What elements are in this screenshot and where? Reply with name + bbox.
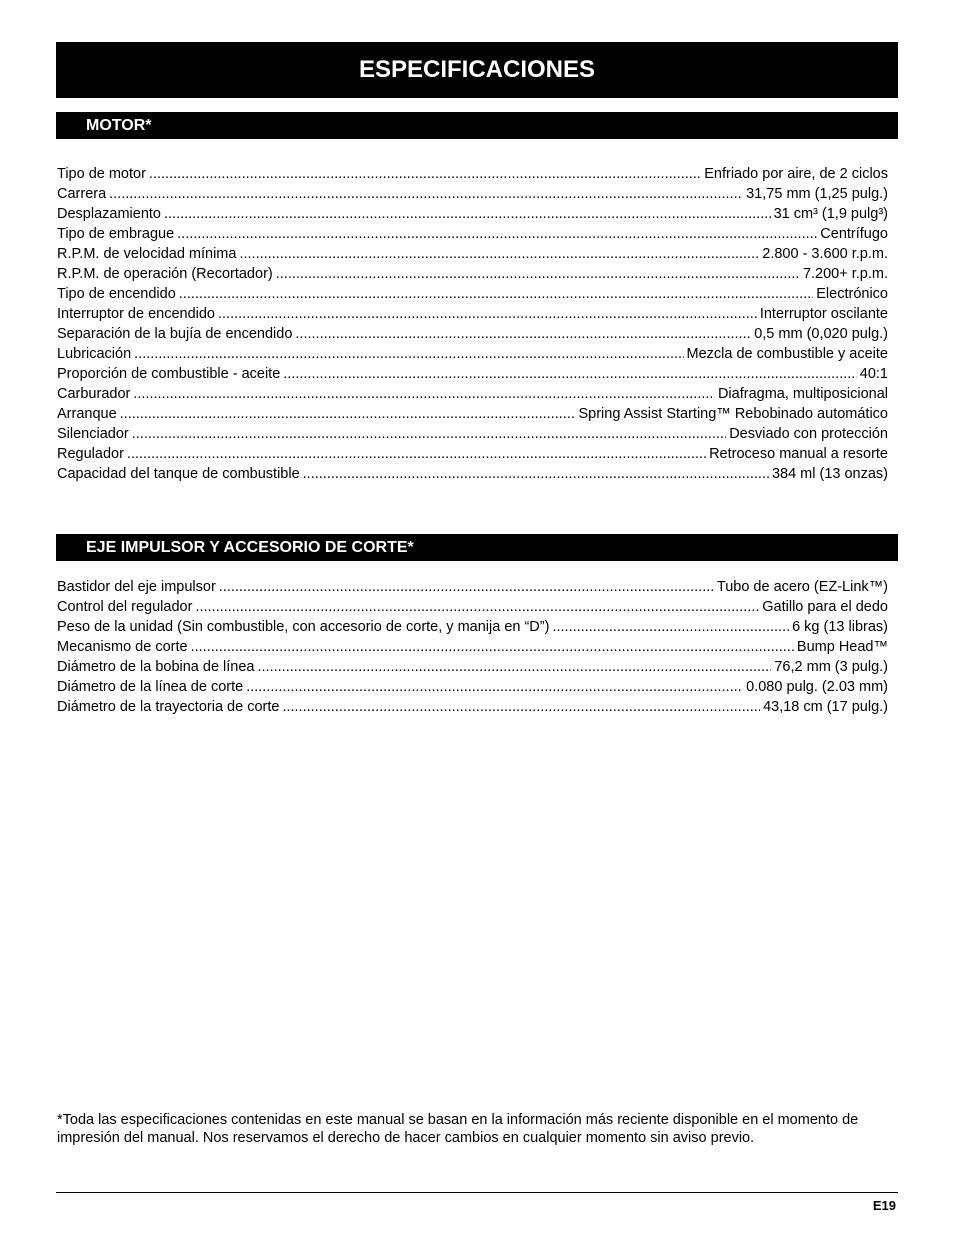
dot-leader <box>295 324 751 344</box>
spec-row <box>57 264 888 284</box>
spec-value: Retroceso manual a resorte <box>709 446 888 462</box>
spec-value: Centrífugo <box>820 226 888 242</box>
spec-row <box>57 324 888 344</box>
spec-row <box>57 424 888 444</box>
spec-label: Capacidad del tanque de combustible <box>57 466 300 482</box>
spec-value: 31,75 mm (1,25 pulg.) <box>746 186 888 202</box>
spec-value: Tubo de acero (EZ-Link™) <box>716 579 888 595</box>
spec-row <box>57 164 888 184</box>
dot-leader <box>303 464 769 484</box>
section-heading-shaft: EJE IMPULSOR Y ACCESORIO DE CORTE* <box>56 534 898 561</box>
spec-row <box>57 617 888 637</box>
spec-label: Arranque <box>57 406 117 422</box>
spec-label: Tipo de motor <box>57 166 146 182</box>
dot-leader <box>134 344 683 364</box>
spec-value: Gatillo para el dedo <box>762 599 888 615</box>
spec-row <box>57 677 888 697</box>
spec-row <box>57 404 888 424</box>
spec-value: 31 cm³ (1,9 pulg³) <box>773 206 888 222</box>
spec-row <box>57 184 888 204</box>
spec-label: Separación de la bujía de encendido <box>57 326 293 342</box>
spec-row <box>57 204 888 224</box>
spec-value: 40:1 <box>859 366 888 382</box>
spec-value: Spring Assist Starting™ Rebobinado automático <box>578 406 888 422</box>
spec-row <box>57 444 888 464</box>
dot-leader <box>283 364 857 384</box>
dot-leader <box>177 224 817 244</box>
dot-leader <box>239 244 759 264</box>
spec-row <box>57 697 888 717</box>
spec-label: Diámetro de la línea de corte <box>57 679 244 695</box>
spec-row <box>57 464 888 484</box>
dot-leader <box>120 404 576 424</box>
spec-row <box>57 284 888 304</box>
dot-leader <box>149 164 701 184</box>
motor-spec-list <box>57 164 888 484</box>
spec-label: R.P.M. de operación (Recortador) <box>57 266 273 282</box>
spec-row <box>57 577 888 597</box>
dot-leader <box>282 697 760 717</box>
spec-label: Desplazamiento <box>57 206 161 222</box>
spec-label: Regulador <box>57 446 124 462</box>
spec-label: Interruptor de encendido <box>57 306 215 322</box>
spec-label: Lubricación <box>57 346 132 362</box>
dot-leader <box>552 617 789 637</box>
footer-divider <box>56 1192 898 1193</box>
dot-leader <box>276 264 800 284</box>
spec-label: Carburador <box>57 386 131 402</box>
spec-value: 0.080 pulg. (2.03 mm) <box>746 679 888 695</box>
spec-value: 384 ml (13 onzas) <box>771 466 888 482</box>
spec-value: 0,5 mm (0,020 pulg.) <box>754 326 888 342</box>
spec-label: R.P.M. de velocidad mínima <box>57 246 237 262</box>
spec-value: 6 kg (13 libras) <box>792 619 888 635</box>
spec-row <box>57 657 888 677</box>
spec-row <box>57 224 888 244</box>
spec-label: Bastidor del eje impulsor <box>57 579 216 595</box>
spec-value: 76,2 mm (3 pulg.) <box>774 659 888 675</box>
dot-leader <box>195 597 759 617</box>
section-heading-motor: MOTOR* <box>56 112 898 139</box>
spec-value: 43,18 cm (17 pulg.) <box>763 699 888 715</box>
spec-label: Control del regulador <box>57 599 193 615</box>
dot-leader <box>218 304 757 324</box>
spec-row <box>57 384 888 404</box>
page-title: ESPECIFICACIONES <box>56 42 898 98</box>
spec-label: Diámetro de la trayectoria de corte <box>57 699 280 715</box>
spec-value: Mezcla de combustible y aceite <box>686 346 888 362</box>
spec-label: Peso de la unidad (Sin combustible, con accesorio de corte, y manija en “D”) <box>57 619 550 635</box>
spec-label: Tipo de encendido <box>57 286 176 302</box>
spec-row <box>57 304 888 324</box>
dot-leader <box>258 657 772 677</box>
spec-label: Mecanismo de corte <box>57 639 188 655</box>
shaft-spec-list <box>57 577 888 717</box>
spec-row <box>57 597 888 617</box>
spec-label: Tipo de embrague <box>57 226 175 242</box>
spec-label: Silenciador <box>57 426 129 442</box>
spec-row <box>57 244 888 264</box>
spec-value: Interruptor oscilante <box>759 306 888 322</box>
spec-value: Bump Head™ <box>796 639 888 655</box>
dot-leader <box>164 204 771 224</box>
dot-leader <box>246 677 743 697</box>
spec-row <box>57 637 888 657</box>
dot-leader <box>132 424 726 444</box>
dot-leader <box>133 384 715 404</box>
spec-value: Enfriado por aire, de 2 ciclos <box>704 166 888 182</box>
spec-value: Desviado con protección <box>729 426 888 442</box>
spec-label: Carrera <box>57 186 107 202</box>
spec-value: Electrónico <box>816 286 888 302</box>
dot-leader <box>179 284 813 304</box>
spec-value: 2.800 - 3.600 r.p.m. <box>762 246 888 262</box>
spec-value: Diafragma, multiposicional <box>717 386 888 402</box>
spec-row <box>57 344 888 364</box>
footnote: *Toda las especificaciones contenidas en este manual se basan en la información más reciente disponible en el momento de impresión del manual. Nos reservamos el derecho de hacer cambios en cualquier momento sin aviso previo. <box>57 1112 859 1146</box>
dot-leader <box>109 184 743 204</box>
spec-row <box>57 364 888 384</box>
dot-leader <box>127 444 706 464</box>
spec-label: Diámetro de la bobina de línea <box>57 659 255 675</box>
page-number: E19 <box>872 1198 896 1213</box>
dot-leader <box>191 637 794 657</box>
spec-label: Proporción de combustible - aceite <box>57 366 281 382</box>
spec-value: 7.200+ r.p.m. <box>802 266 888 282</box>
dot-leader <box>219 577 714 597</box>
